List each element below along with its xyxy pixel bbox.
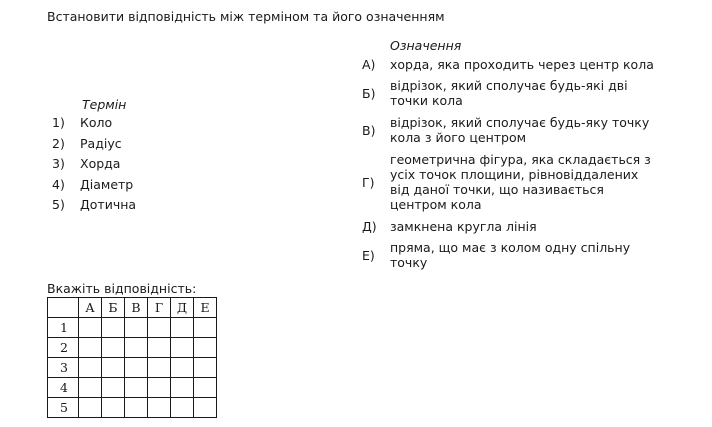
term-number: 1) xyxy=(52,115,65,130)
definition-text: геометрична фігура, яка складається з усіх точок площини, рівновіддалених від даної точки, що називається центром кола xyxy=(390,152,651,212)
term-number: 3) xyxy=(52,156,65,171)
answer-cell[interactable] xyxy=(194,398,217,418)
definition-text: відрізок, який сполучає будь-яку точку кола з його центром xyxy=(390,115,650,145)
term-text: Радіус xyxy=(80,136,122,151)
term-item xyxy=(52,197,136,213)
definition-letter: Б) xyxy=(362,85,376,101)
answer-cell[interactable] xyxy=(102,378,125,398)
definition-text: пряма, що має з колом одну спільну точку xyxy=(390,240,631,270)
answer-cell[interactable] xyxy=(79,378,102,398)
definition-letter: Д) xyxy=(362,219,377,234)
answer-column-header: Г xyxy=(148,298,171,318)
answer-table-row xyxy=(48,378,217,398)
answer-table-row xyxy=(48,338,217,358)
answer-column-header: В xyxy=(125,298,148,318)
answer-cell[interactable] xyxy=(171,338,194,358)
answer-table-row xyxy=(48,358,217,378)
answer-cell[interactable] xyxy=(148,318,171,338)
answer-cell[interactable] xyxy=(194,378,217,398)
definition-letter: А) xyxy=(362,57,376,72)
answer-cell[interactable] xyxy=(79,358,102,378)
answer-cell[interactable] xyxy=(79,398,102,418)
answer-column-header: Е xyxy=(194,298,217,318)
definition-item xyxy=(362,152,682,212)
term-item xyxy=(52,115,112,131)
answer-cell[interactable] xyxy=(171,378,194,398)
term-text: Діаметр xyxy=(80,177,134,192)
answer-cell[interactable] xyxy=(194,318,217,338)
term-text: Хорда xyxy=(80,156,121,171)
definition-text: хорда, яка проходить через центр кола xyxy=(390,57,654,72)
term-text: Коло xyxy=(80,115,113,130)
answer-column-header: А xyxy=(79,298,102,318)
answer-column-header: Б xyxy=(102,298,125,318)
answer-cell[interactable] xyxy=(171,398,194,418)
answer-table-corner xyxy=(48,298,79,318)
answer-cell[interactable] xyxy=(148,378,171,398)
definition-item xyxy=(362,219,682,234)
answer-instruction: Вкажіть відповідність: xyxy=(47,281,197,296)
answer-cell[interactable] xyxy=(148,338,171,358)
answer-table-row xyxy=(48,398,217,418)
answer-cell[interactable] xyxy=(148,398,171,418)
term-item xyxy=(52,156,120,172)
definition-letter: В) xyxy=(362,122,376,138)
term-text: Дотична xyxy=(80,197,137,212)
answer-row-label: 2 xyxy=(48,338,79,358)
answer-cell[interactable] xyxy=(194,338,217,358)
definition-item xyxy=(362,78,682,108)
answer-cell[interactable] xyxy=(171,318,194,338)
term-number: 2) xyxy=(52,136,65,151)
terms-heading: Термін xyxy=(82,97,127,112)
definition-text: замкнена кругла лінія xyxy=(390,219,537,234)
definition-item xyxy=(362,240,682,270)
answer-cell[interactable] xyxy=(125,338,148,358)
answer-cell[interactable] xyxy=(102,358,125,378)
answer-row-label: 3 xyxy=(48,358,79,378)
answer-cell[interactable] xyxy=(125,398,148,418)
answer-cell[interactable] xyxy=(125,318,148,338)
answer-cell[interactable] xyxy=(171,358,194,378)
answer-cell[interactable] xyxy=(125,358,148,378)
answer-cell[interactable] xyxy=(194,358,217,378)
answer-cell[interactable] xyxy=(79,318,102,338)
answer-cell[interactable] xyxy=(102,398,125,418)
definitions-heading: Означення xyxy=(390,38,462,53)
term-number: 4) xyxy=(52,177,65,192)
definition-letter: Е) xyxy=(362,247,375,263)
answer-cell[interactable] xyxy=(79,338,102,358)
task-title: Встановити відповідність між терміном та його означенням xyxy=(47,9,445,24)
answer-cell[interactable] xyxy=(102,318,125,338)
definition-text: відрізок, який сполучає будь-які дві точки кола xyxy=(390,78,628,108)
definition-letter: Г) xyxy=(362,174,375,190)
answer-row-label: 4 xyxy=(48,378,79,398)
answer-row-label: 5 xyxy=(48,398,79,418)
answer-cell[interactable] xyxy=(148,358,171,378)
answer-table xyxy=(47,297,217,418)
answer-table-header-row xyxy=(48,298,217,318)
answer-column-header: Д xyxy=(171,298,194,318)
answer-cell[interactable] xyxy=(102,338,125,358)
term-number: 5) xyxy=(52,197,65,212)
term-item xyxy=(52,177,133,193)
term-item xyxy=(52,136,122,152)
definition-item xyxy=(362,115,682,145)
answer-row-label: 1 xyxy=(48,318,79,338)
answer-cell[interactable] xyxy=(125,378,148,398)
definition-item xyxy=(362,57,682,72)
answer-table-row xyxy=(48,318,217,338)
